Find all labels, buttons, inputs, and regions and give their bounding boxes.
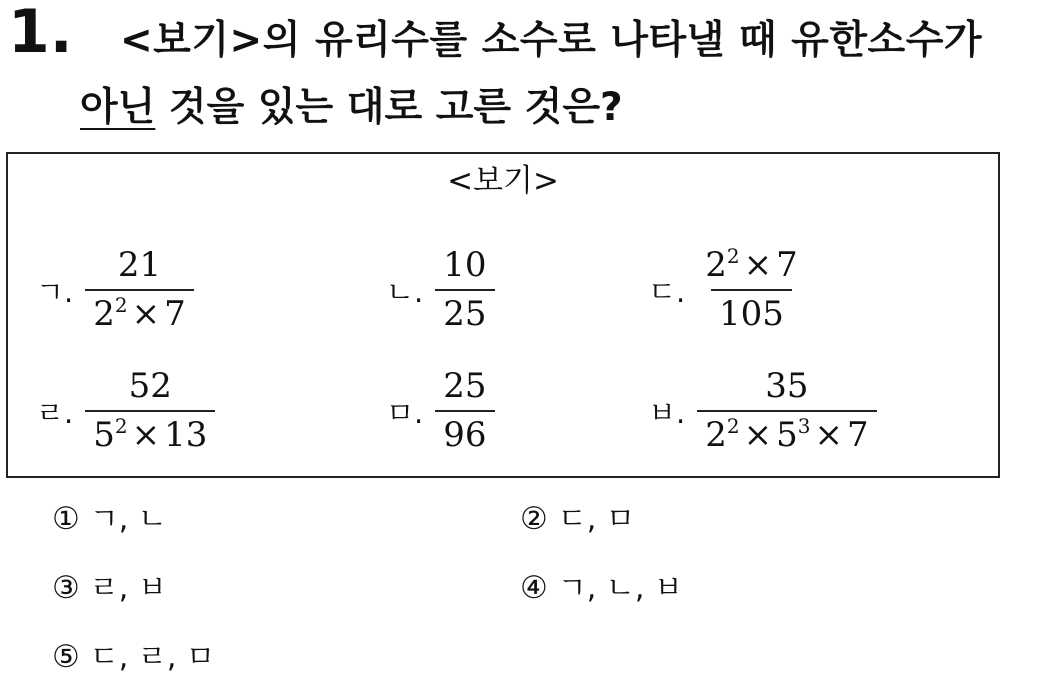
numerator-exponent: 2 bbox=[726, 244, 740, 268]
fraction-numerator: 10 bbox=[443, 245, 487, 285]
denominator-base: 7 bbox=[846, 415, 869, 456]
choice-text: ㄱ, ㄴ, ㅂ bbox=[557, 571, 683, 606]
example-item-5 bbox=[386, 367, 495, 455]
choice-text: ㄱ, ㄴ bbox=[89, 502, 167, 537]
choice-3[interactable] bbox=[52, 563, 167, 607]
fraction-numerator: 25 bbox=[443, 366, 487, 406]
choice-text: ㄹ, ㅂ bbox=[89, 571, 167, 606]
choice-5[interactable] bbox=[52, 632, 215, 676]
question-text-line1: <보기>의 유리수를 소수로 나타낼 때 유한소수가 bbox=[120, 18, 983, 63]
times-operator: × bbox=[131, 294, 161, 335]
denominator-base: 7 bbox=[164, 294, 186, 335]
item-marker: ㄷ. bbox=[648, 274, 686, 309]
denominator-exponent: 2 bbox=[114, 293, 128, 318]
item-marker: ㄴ. bbox=[386, 274, 424, 309]
fraction bbox=[85, 367, 215, 455]
item-marker: ㄱ. bbox=[36, 274, 74, 309]
fraction-denominator bbox=[697, 410, 876, 455]
fraction-denominator: 105 bbox=[711, 289, 792, 334]
example-box bbox=[6, 152, 1000, 478]
example-item-6 bbox=[648, 367, 877, 455]
denominator-exponent: 2 bbox=[114, 414, 128, 439]
fraction-numerator bbox=[697, 246, 806, 289]
choice-4[interactable] bbox=[520, 563, 683, 607]
denominator-base: 5 bbox=[93, 415, 115, 456]
question-number: 1. bbox=[8, 0, 73, 67]
fraction-denominator bbox=[435, 410, 494, 455]
fraction bbox=[435, 246, 494, 334]
times-operator: × bbox=[814, 415, 843, 456]
fraction bbox=[697, 367, 876, 455]
fraction-denominator bbox=[435, 289, 494, 334]
choice-number: ③ bbox=[52, 570, 80, 606]
fraction bbox=[85, 246, 194, 334]
fraction-denominator bbox=[85, 289, 194, 334]
denominator-base: 13 bbox=[164, 415, 208, 456]
fraction bbox=[435, 367, 494, 455]
denominator-base: 2 bbox=[93, 294, 115, 335]
item-marker: ㅁ. bbox=[386, 395, 424, 430]
item-marker: ㅂ. bbox=[648, 395, 686, 430]
choice-number: ④ bbox=[520, 570, 548, 606]
fraction-numerator: 35 bbox=[765, 366, 809, 406]
question-text-line2 bbox=[80, 85, 623, 132]
fraction bbox=[697, 246, 806, 334]
choice-2[interactable] bbox=[520, 494, 635, 538]
example-box-title: <보기> bbox=[447, 163, 559, 199]
choice-number: ② bbox=[520, 501, 548, 537]
example-item-2 bbox=[386, 246, 495, 334]
example-item-4 bbox=[36, 367, 215, 455]
item-marker: ㄹ. bbox=[36, 395, 74, 430]
times-operator: × bbox=[743, 245, 773, 285]
fraction-numerator: 21 bbox=[117, 245, 162, 285]
choice-number: ① bbox=[52, 501, 80, 537]
choice-number: ⑤ bbox=[52, 639, 80, 675]
denominator-base: 25 bbox=[443, 294, 487, 335]
example-item-1 bbox=[36, 246, 194, 334]
denominator-exponent: 3 bbox=[797, 414, 811, 439]
denominator-exponent: 2 bbox=[726, 414, 740, 439]
choice-1[interactable] bbox=[52, 494, 167, 538]
choice-text: ㄷ, ㄹ, ㅁ bbox=[89, 640, 215, 675]
denominator-base: 2 bbox=[705, 415, 727, 456]
numerator-base: 2 bbox=[705, 245, 727, 285]
fraction-denominator bbox=[85, 410, 215, 455]
underlined-word: 아닌 bbox=[80, 85, 156, 130]
numerator-base: 7 bbox=[776, 245, 798, 285]
times-operator: × bbox=[131, 415, 161, 456]
question-text-rest: 것을 있는 대로 고른 것은? bbox=[155, 85, 623, 130]
times-operator: × bbox=[743, 415, 773, 456]
denominator-base: 5 bbox=[776, 415, 798, 456]
choice-text: ㄷ, ㅁ bbox=[557, 502, 635, 537]
denominator-base: 96 bbox=[443, 415, 487, 456]
fraction-numerator: 52 bbox=[128, 366, 172, 406]
example-item-3 bbox=[648, 246, 806, 334]
